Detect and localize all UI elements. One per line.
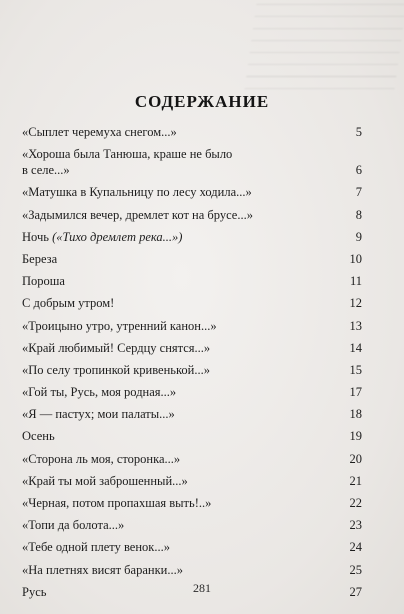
toc-entry-title: Осень xyxy=(22,429,55,444)
toc-entry xyxy=(22,289,362,311)
toc-entry-title: «По селу тропинкой кривенькой...» xyxy=(22,362,210,377)
toc-entry-page: 10 xyxy=(349,251,362,266)
toc-entry xyxy=(22,444,362,466)
toc-entry-page: 8 xyxy=(355,207,362,222)
toc-entry-page: 27 xyxy=(349,584,362,599)
toc-entry xyxy=(22,267,362,289)
toc-entry-title: «Тебе одной плету венок...» xyxy=(22,540,170,555)
toc-entry-title-italic: («Тихо дремлет река...») xyxy=(52,229,183,244)
toc-entry xyxy=(22,356,362,378)
toc-entry-page: 25 xyxy=(349,562,362,577)
toc-entry-page: 17 xyxy=(349,385,362,400)
toc-entry-title-prefix: Ночь xyxy=(22,229,53,244)
toc-entry-title: Пороша xyxy=(22,274,65,289)
toc-entry xyxy=(22,334,362,356)
table-of-contents xyxy=(22,118,362,600)
toc-entry-page: 15 xyxy=(349,362,362,377)
toc-entry-page: 9 xyxy=(355,229,362,244)
toc-entry-page: 12 xyxy=(349,296,362,311)
toc-entry-title: «Троицыно утро, утренний канон...» xyxy=(22,318,217,333)
page-title: СОДЕРЖАНИЕ xyxy=(134,92,270,111)
toc-entry-title: «Я — пастух; мои палаты...» xyxy=(22,407,175,422)
toc-entry xyxy=(22,245,362,267)
toc-entry xyxy=(22,223,362,245)
toc-entry-page: 24 xyxy=(349,540,362,555)
toc-entry xyxy=(22,533,362,555)
toc-entry xyxy=(22,555,362,577)
toc-entry-title: «Край любимый! Сердцу снятся...» xyxy=(22,340,211,355)
toc-entry xyxy=(22,140,362,178)
toc-entry xyxy=(22,422,362,444)
toc-entry-title xyxy=(22,229,336,245)
toc-entry-page: 20 xyxy=(349,451,362,466)
toc-entry-title: С добрым утром! xyxy=(22,296,115,311)
toc-entry xyxy=(22,311,362,333)
toc-entry-page: 18 xyxy=(349,407,362,422)
toc-entry-title: «Хороша была Танюша, краше не было в селе...» xyxy=(22,147,233,178)
toc-entry-page: 7 xyxy=(355,185,362,200)
toc-entry-title: «Черная, потом пропахшая выть!..» xyxy=(22,496,212,510)
toc-entry-title: «Гой ты, Русь, моя родная...» xyxy=(22,385,177,400)
toc-entry-page: 13 xyxy=(349,318,362,333)
toc-entry xyxy=(22,400,362,422)
toc-entry xyxy=(22,118,362,140)
toc-entry-title: «Матушка в Купальницу по лесу ходила...» xyxy=(22,185,252,200)
toc-entry-title: «Сторона ль моя, сторонка...» xyxy=(22,451,181,466)
toc-entry-page: 11 xyxy=(349,274,362,289)
toc-entry-page: 5 xyxy=(355,125,362,140)
toc-entry xyxy=(22,178,362,200)
toc-entry-page: 23 xyxy=(349,518,362,533)
toc-entry-title: «Край ты мой заброшенный...» xyxy=(22,473,188,488)
toc-entry-title: «Задымился вечер, дремлет кот на брусе...» xyxy=(22,207,253,222)
toc-entry-page: 14 xyxy=(349,340,362,355)
toc-entry-page: 6 xyxy=(355,163,362,178)
toc-entry xyxy=(22,200,362,222)
toc-entry-title: Береза xyxy=(22,251,58,266)
toc-entry-title: «На плетнях висят баранки...» xyxy=(22,562,183,577)
toc-entry xyxy=(22,378,362,400)
toc-entry-page: 21 xyxy=(349,473,362,488)
toc-entry xyxy=(22,489,362,511)
page-number: 281 xyxy=(193,581,211,595)
toc-entry-page: 19 xyxy=(349,429,362,444)
toc-entry-page: 22 xyxy=(349,496,362,510)
show-through-text xyxy=(243,0,404,100)
toc-entry-title: «Сыплет черемуха снегом...» xyxy=(22,125,177,140)
toc-entry-title: «Топи да болота...» xyxy=(22,518,125,533)
toc-entry-title: Русь xyxy=(22,584,47,599)
toc-entry xyxy=(22,511,362,533)
toc-entry xyxy=(22,467,362,489)
